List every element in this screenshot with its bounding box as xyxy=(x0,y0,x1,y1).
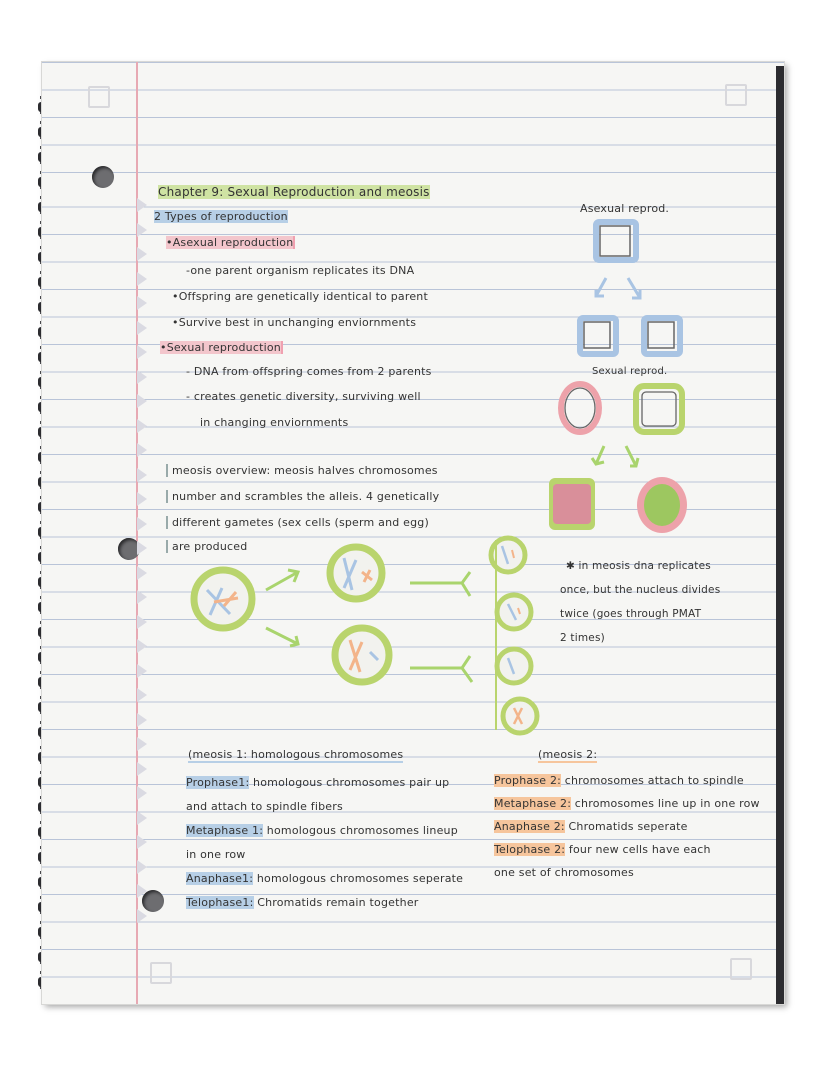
split-arrow-icon xyxy=(410,572,472,682)
phase-description: in one row xyxy=(186,848,246,861)
margin-tab-icon xyxy=(137,566,147,580)
meiosis1-heading: (meosis 1: homologous chromosomes xyxy=(188,748,404,761)
phase-description: chromosomes line up in one row xyxy=(571,797,760,810)
asexual-point: -one parent organism replicates its DNA xyxy=(186,264,415,277)
gamete-cell-icon xyxy=(497,595,531,629)
margin-tab-icon xyxy=(137,615,147,629)
side-note-line: twice (goes through PMAT xyxy=(560,608,702,620)
asexual-point: •Survive best in unchanging enviornments xyxy=(172,316,417,329)
margin-tab-icon xyxy=(137,786,147,800)
margin-tab-icon xyxy=(137,688,147,702)
phase-description: one set of chromosomes xyxy=(494,866,634,879)
margin-tab-icon xyxy=(137,860,147,874)
margin-tab-icon xyxy=(137,590,147,604)
sexual-heading: •Sexual reproduction xyxy=(160,341,281,354)
margin-tab-icon xyxy=(137,884,147,898)
phase-description: and attach to spindle fibers xyxy=(186,800,343,813)
arrow-icon xyxy=(266,570,298,646)
margin-tab-icon xyxy=(137,296,147,310)
meiosis2-heading: (meosis 2: xyxy=(538,748,598,761)
phase-description: homologous chromosomes pair up xyxy=(249,776,450,789)
asexual-point: •Offspring are genetically identical to parent xyxy=(172,290,428,303)
margin-tab-icon xyxy=(137,223,147,237)
margin-tab-icon xyxy=(137,909,147,923)
sexual-point: - creates genetic diversity, surviving well xyxy=(186,390,421,403)
phase-label: Anaphase 2: xyxy=(494,820,565,833)
phase-description: Chromatids remain together xyxy=(253,896,419,909)
daughter-cell-icon xyxy=(335,628,389,682)
sexual-diagram-label: Sexual reprod. xyxy=(592,366,668,377)
margin-tab-icon xyxy=(137,713,147,727)
overview-line: meosis overview: meosis halves chromosomes xyxy=(166,464,438,477)
margin-tab-icon xyxy=(137,811,147,825)
margin-tab-icon xyxy=(137,345,147,359)
phase-description: Chromatids seperate xyxy=(564,820,688,833)
gamete-cell-icon xyxy=(503,699,537,733)
phase-label: Telophase 2: xyxy=(494,843,566,856)
side-note-line: once, but the nucleus divides xyxy=(560,584,721,596)
overview-line: different gametes (sex cells (sperm and egg) xyxy=(166,516,429,529)
phase-label: Prophase1: xyxy=(186,776,250,789)
overview-line: number and scrambles the alleis. 4 genetically xyxy=(166,490,439,503)
margin-tab-icon xyxy=(137,198,147,212)
margin-tab-icon xyxy=(137,492,147,506)
margin-tab-icon xyxy=(137,541,147,555)
gamete-cell-icon xyxy=(497,649,531,683)
margin-tab-icon xyxy=(137,762,147,776)
margin-tab-icon xyxy=(137,272,147,286)
margin-tab-icon xyxy=(137,639,147,653)
phase-description: homologous chromosomes seperate xyxy=(253,872,464,885)
margin-tab-icon xyxy=(137,394,147,408)
margin-tab-icon xyxy=(137,468,147,482)
phase-label: Telophase1: xyxy=(186,896,254,909)
phase-label: Prophase 2: xyxy=(494,774,562,787)
phase-description: homologous chromosomes lineup xyxy=(263,824,458,837)
margin-tab-icon xyxy=(137,443,147,457)
side-note-line: 2 times) xyxy=(560,632,605,644)
margin-tab-icon xyxy=(137,664,147,678)
parent-cell-icon xyxy=(194,570,252,628)
margin-tab-icon xyxy=(137,517,147,531)
asexual-diagram-label: Asexual reprod. xyxy=(580,202,670,215)
sexual-point: in changing enviornments xyxy=(200,416,349,429)
asexual-squares-diagram xyxy=(580,222,680,354)
types-heading: 2 Types of reproduction xyxy=(154,210,288,223)
margin-tab-icon xyxy=(137,370,147,384)
overview-line: are produced xyxy=(166,540,247,553)
chapter-title: Chapter 9: Sexual Reproduction and meosis xyxy=(158,185,430,199)
phase-description: chromosomes attach to spindle xyxy=(561,774,744,787)
margin-tab-icon xyxy=(137,737,147,751)
phase-label: Metaphase 2: xyxy=(494,797,572,810)
margin-tab-icon xyxy=(137,419,147,433)
margin-tab-icon xyxy=(137,321,147,335)
sexual-point: - DNA from offspring comes from 2 parents xyxy=(186,365,432,378)
phase-label: Metaphase 1: xyxy=(186,824,264,837)
daughter-cell-icon xyxy=(330,547,382,599)
margin-tab-icon xyxy=(137,247,147,261)
sexual-cells-diagram xyxy=(549,384,687,533)
margin-tab-icon xyxy=(137,835,147,849)
phase-label: Anaphase1: xyxy=(186,872,254,885)
side-note-line: ✱ in meosis dna replicates xyxy=(566,560,711,572)
asexual-heading: •Asexual reproduction xyxy=(166,236,294,249)
phase-description: four new cells have each xyxy=(565,843,711,856)
